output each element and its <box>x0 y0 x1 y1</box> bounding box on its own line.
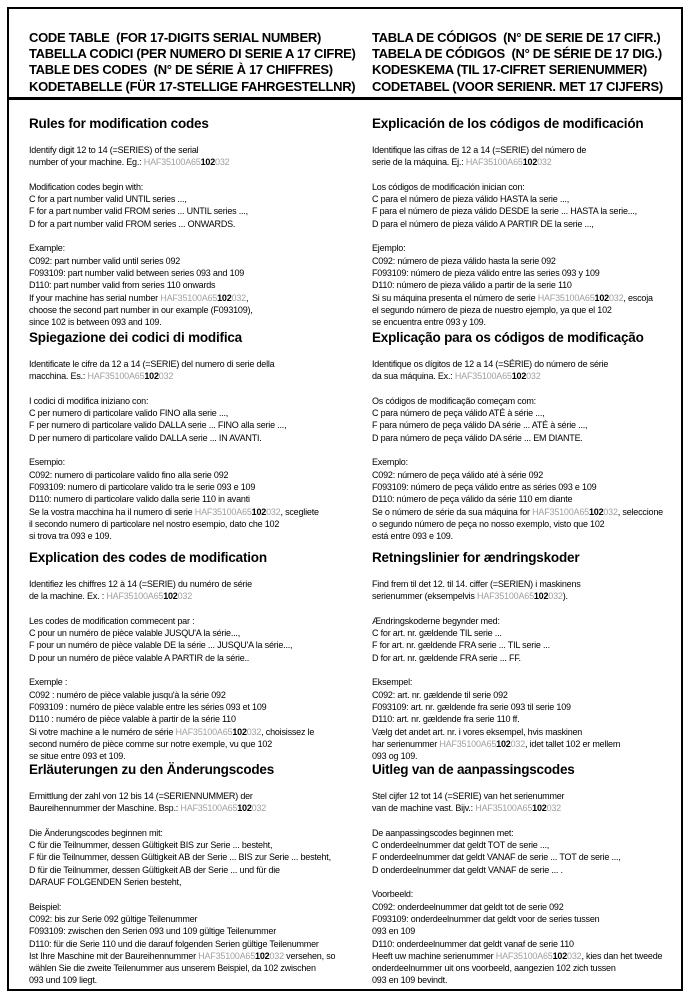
serial-number-suffix: 032 <box>603 506 618 517</box>
section-nederlands <box>372 762 677 999</box>
paragraph <box>29 578 372 603</box>
section-english <box>29 116 372 330</box>
serial-number-suffix: 032 <box>266 506 281 517</box>
text-line <box>29 370 372 382</box>
text-segment: , scegliete <box>280 506 319 517</box>
paragraph <box>29 144 372 169</box>
text-line <box>372 506 677 518</box>
serial-number-prefix: HAF35100A65 <box>477 591 534 602</box>
text-line: D für die Teilnummer, dessen Gültigkeit AB der Serie ... und für die <box>29 864 280 875</box>
text-segment: Si votre machine a le numéro de série <box>29 726 176 737</box>
serial-number-suffix: 032 <box>526 371 541 382</box>
text-line: Identifiez les chiffres 12 à 14 (=SERIE) du numéro de série <box>29 579 252 589</box>
paragraph <box>372 181 677 230</box>
paragraph <box>29 790 372 815</box>
text-line: il secondo numero di particolare nel nostro esempio, dato che 102 <box>29 518 280 529</box>
text-line: 093 und 109 liegt. <box>29 975 97 986</box>
section-espanol <box>372 116 677 330</box>
section-deutsch <box>29 762 372 999</box>
text-line: se situe entre 093 et 109. <box>29 751 126 762</box>
paragraph <box>372 144 677 169</box>
serial-series-digits: 102 <box>200 157 216 168</box>
header-title-it: TABELLA CODICI (PER NUMERO DI SERIE A 17 CIFRE) <box>29 46 356 62</box>
text-segment: Baureihennummer der Maschine. Bsp.: <box>29 803 181 814</box>
serial-number-suffix: 032 <box>158 371 174 382</box>
serial-number-suffix: 032 <box>251 803 267 814</box>
serial-number-prefix: HAF35100A65 <box>198 950 256 961</box>
serial-number-prefix: HAF35100A65 <box>454 371 512 382</box>
text-line: si trova tra 093 e 109. <box>29 531 112 542</box>
text-line <box>372 950 677 962</box>
text-line: F para número de peça válido DA série ... ATÉ à série ..., <box>372 420 588 431</box>
serial-series-digits: 102 <box>533 591 549 602</box>
serial-series-digits: 102 <box>552 950 568 961</box>
serial-series-digits: 102 <box>522 157 538 168</box>
serial-series-digits: 102 <box>232 726 247 737</box>
content-columns <box>9 100 681 999</box>
serial-number-suffix: 032 <box>546 803 561 814</box>
text-line: Los códigos de modificación inician con: <box>372 181 525 192</box>
paragraph <box>372 395 677 444</box>
text-line: C para número de peça válido ATÉ à série ..., <box>372 408 545 419</box>
section-title-portugues: Explicação para os códigos de modificação <box>372 330 644 345</box>
serial-number-suffix: 032 <box>548 591 563 602</box>
text-line: D110 : numéro de pièce valable à partir de la série 110 <box>29 714 236 725</box>
paragraph <box>372 578 677 603</box>
text-segment: serie de la máquina. Ej.: <box>372 157 466 168</box>
header-title-fr: TABLE DES CODES (N° DE SÉRIE À 17 CHIFFRES) <box>29 62 333 78</box>
text-line: F for art. nr. gældende FRA serie ... TIL serie ... <box>372 640 550 651</box>
text-line: Find frem til det 12. til 14. ciffer (=SERIEN) i maskinens <box>372 579 581 589</box>
serial-number-prefix: HAF35100A65 <box>160 292 218 303</box>
text-line: F pour un numéro de pièce valable DE la série ... JUSQU'A la série..., <box>29 640 293 651</box>
header-title-en: CODE TABLE (FOR 17-DIGITS SERIAL NUMBER) <box>29 30 322 45</box>
serial-number-suffix: 032 <box>177 591 193 602</box>
text-line <box>29 726 372 738</box>
text-line: F for a part number valid FROM series ... UNTIL series ..., <box>29 206 248 217</box>
serial-series-digits: 102 <box>163 591 178 602</box>
text-line: D110: art. nr. gældende fra serie 110 ff. <box>372 714 520 725</box>
paragraph <box>372 790 677 815</box>
serial-number-prefix: HAF35100A65 <box>143 157 201 168</box>
text-line: Stel cijfer 12 tot 14 (=SERIE) van het serienummer <box>372 791 565 801</box>
text-line: C per numero di particolare valido FINO alla serie ..., <box>29 408 229 419</box>
text-line: D para número de peça válido DA série ... EM DIANTE. <box>372 432 583 443</box>
text-segment: har serienummer <box>372 738 440 749</box>
text-segment: , <box>245 292 249 303</box>
section-italiano <box>29 330 372 550</box>
section-title-deutsch: Erläuterungen zu den Änderungscodes <box>29 762 275 777</box>
header-title-es: TABLA DE CÓDIGOS (N° DE SERIE DE 17 CIFR.) <box>372 30 661 45</box>
text-line: Eksempel: <box>372 677 413 688</box>
text-line: F para el número de pieza válido DESDE la serie ... HASTA la serie..., <box>372 206 637 217</box>
text-line: C für die Teilnummer, dessen Gültigkeit BIS zur Serie ... besteht, <box>29 840 273 851</box>
text-line: DARAUF FOLGENDEN Serien besteht, <box>29 877 182 888</box>
text-line: Identificate le cifre da 12 a 14 (=SERIE) del numero di serie della <box>29 359 275 369</box>
paragraph <box>29 615 372 664</box>
serial-series-digits: 102 <box>217 292 232 303</box>
text-segment: Heeft uw machine serienummer <box>372 950 496 961</box>
text-line: D para el número de pieza válido A PARTIR DE la serie ..., <box>372 218 594 229</box>
text-line: Die Änderungscodes beginnen mit: <box>29 827 163 838</box>
text-segment: de la machine. Ex. : <box>29 591 107 602</box>
serial-number-suffix: 032 <box>246 726 262 737</box>
text-line: De aanpassingscodes beginnen met: <box>372 827 514 838</box>
serial-number-prefix: HAF35100A65 <box>537 292 595 303</box>
text-line: D for art. nr. gældende FRA serie ... FF. <box>372 652 521 663</box>
serial-series-digits: 102 <box>251 506 267 517</box>
paragraph <box>372 888 677 986</box>
section-title-francais: Explication des codes de modification <box>29 550 267 565</box>
text-line <box>29 590 372 602</box>
text-line: D per numero di particolare valido DALLA serie ... IN AVANTI. <box>29 432 262 443</box>
text-segment: If your machine has serial number <box>29 292 161 303</box>
text-segment: Se o número de série da sua máquina for <box>372 506 533 517</box>
serial-number-suffix: 032 <box>537 157 552 168</box>
text-line: F onderdeelnummer dat geldt VANAF de serie ... TOT de serie ..., <box>372 852 621 863</box>
text-line: Exemple : <box>29 677 68 688</box>
section-francais <box>29 550 372 762</box>
text-line: Identify digit 12 to 14 (=SERIES) of the serial <box>29 145 199 155</box>
serial-number-prefix: HAF35100A65 <box>194 506 252 517</box>
text-line: F093109: número de pieza válido entre las series 093 y 109 <box>372 267 600 278</box>
text-line <box>372 156 677 168</box>
serial-series-digits: 102 <box>588 506 604 517</box>
paragraph <box>372 358 677 383</box>
text-line: onderdeelnummer uit ons voorbeeld, aangezien 102 zich tussen <box>372 963 616 974</box>
text-line: D110: número de pieza válido a partir de la serie 110 <box>372 280 572 291</box>
text-line: F093109: número de peça válido entre as séries 093 e 109 <box>372 481 597 492</box>
serial-number-suffix: 032 <box>608 292 624 303</box>
header-title-pt: TABELA DE CÓDIGOS (N° DE SÉRIE DE 17 DIG.) <box>372 46 662 62</box>
text-segment: serienummer (eksempelvis <box>372 591 478 602</box>
text-line: el segundo número de pieza de nuestro ejemplo, ya que el 102 <box>372 304 612 315</box>
text-line: 093 en 109 <box>372 926 416 937</box>
serial-number-suffix: 032 <box>269 950 284 961</box>
header-title-nl: CODETABEL (VOOR SERIENR. MET 17 CIJFERS) <box>372 78 663 94</box>
serial-number-suffix: 032 <box>215 157 230 168</box>
serial-number-prefix: HAF35100A65 <box>180 803 238 814</box>
text-line <box>29 156 372 168</box>
paragraph <box>372 676 677 762</box>
text-line: Voorbeeld: <box>372 889 414 900</box>
text-segment: , choisissez le <box>261 726 315 737</box>
text-line: C for art. nr. gældende TIL serie ... <box>372 628 502 639</box>
text-line: F093109: onderdeelnummer dat geldt voor de series tussen <box>372 913 600 924</box>
text-line <box>372 292 677 304</box>
text-segment: Si su máquina presenta el número de serie <box>372 292 538 303</box>
text-segment: versehen, so <box>283 950 336 961</box>
text-line: C para el número de pieza válido HASTA la serie ..., <box>372 194 570 205</box>
text-line: F093109: part number valid between series 093 and 109 <box>29 267 245 278</box>
text-line: Identifique os dígitos de 12 a 14 (=SÉRIE) do número de série <box>372 359 609 369</box>
text-line: Ændringskoderne begynder med: <box>372 615 500 626</box>
paragraph <box>372 456 677 542</box>
section-title-nederlands: Uitleg van de aanpassingscodes <box>372 762 575 777</box>
text-line: C092: bis zur Serie 092 gültige Teilenummer <box>29 913 198 924</box>
text-line: 093 og 109. <box>372 751 418 762</box>
text-segment: macchina. Es.: <box>29 371 88 382</box>
text-line: choose the second part number in our example (F093109), <box>29 304 253 315</box>
text-line: C for a part number valid UNTIL series ..., <box>29 194 187 205</box>
text-line <box>372 370 677 382</box>
text-line: C pour un numéro de pièce valable JUSQU'A la série..., <box>29 628 241 639</box>
text-line: D pour un numéro de pièce valable A PARTIR de la série.. <box>29 652 250 663</box>
paragraph <box>29 901 372 987</box>
serial-number-prefix: HAF35100A65 <box>87 371 145 382</box>
text-line: Les codes de modification commecent par : <box>29 615 195 626</box>
text-line: Esempio: <box>29 457 65 468</box>
serial-number-prefix: HAF35100A65 <box>475 803 533 814</box>
text-line: D110: onderdeelnummer dat geldt vanaf de serie 110 <box>372 938 574 949</box>
serial-series-digits: 102 <box>144 371 159 382</box>
serial-number-suffix: 032 <box>510 738 526 749</box>
header-title-da: KODESKEMA (TIL 17-CIFRET SERIENUMMER) <box>372 62 647 78</box>
text-line: Example: <box>29 243 65 254</box>
paragraph <box>372 242 677 328</box>
text-line: Ermittlung der zahl von 12 bis 14 (=SERIENNUMMER) der <box>29 791 253 801</box>
text-line: D110: numero di particolare valido dalla serie 110 in avanti <box>29 494 250 505</box>
text-segment: van de machine vast. Bijv.: <box>372 803 476 814</box>
section-title-espanol: Explicación de los códigos de modificación <box>372 116 644 131</box>
text-line: D onderdeelnummer dat geldt VANAF de serie ... . <box>372 864 563 875</box>
serial-number-prefix: HAF35100A65 <box>175 726 233 737</box>
text-line: C092 : numéro de pièce valable jusqu'à la série 092 <box>29 689 226 700</box>
paragraph <box>29 676 372 762</box>
paragraph <box>29 181 372 230</box>
serial-number-prefix: HAF35100A65 <box>465 157 523 168</box>
paragraph <box>29 242 372 328</box>
serial-number-prefix: HAF35100A65 <box>532 506 589 517</box>
text-line: está entre 093 e 109. <box>372 531 453 542</box>
serial-number-suffix: 032 <box>231 292 246 303</box>
section-portugues <box>372 330 677 550</box>
text-line: F093109: zwischen den Serien 093 und 109 gültige Teilenummer <box>29 926 277 937</box>
text-line: C onderdeelnummer dat geldt TOT de serie ..., <box>372 840 550 851</box>
text-segment: da sua máquina. Ex.: <box>372 371 455 382</box>
text-line: F093109 : numéro de pièce valable entre les séries 093 et 109 <box>29 701 267 712</box>
section-title-italiano: Spiegazione dei codici di modifica <box>29 330 242 345</box>
text-line: F für die Teilnummer, dessen Gültigkeit AB der Serie ... BIS zur Serie ... besteht, <box>29 852 331 863</box>
text-line <box>372 590 677 602</box>
serial-series-digits: 102 <box>511 371 527 382</box>
text-segment: Se la vostra macchina ha il numero di serie <box>29 506 195 517</box>
text-line: D110: part number valid from series 110 onwards <box>29 280 216 291</box>
document-page <box>7 7 683 991</box>
text-segment: ). <box>562 591 568 602</box>
paragraph <box>372 615 677 664</box>
text-line <box>372 738 677 750</box>
text-line: Os códigos de modificação começam com: <box>372 395 536 406</box>
text-line: 093 en 109 bevindt. <box>372 975 448 986</box>
text-line <box>29 506 372 518</box>
text-line: C092: onderdeelnummer dat geldt tot de serie 092 <box>372 901 564 912</box>
section-title-english: Rules for modification codes <box>29 116 209 131</box>
header-titles-right <box>372 30 663 97</box>
serial-series-digits: 102 <box>532 803 547 814</box>
serial-series-digits: 102 <box>255 950 270 961</box>
serial-number-prefix: HAF35100A65 <box>106 591 164 602</box>
text-segment: , kies dan het tweede <box>581 950 663 961</box>
header-title-de: KODETABELLE (FÜR 17-STELLIGE FAHRGESTELLNR) <box>29 78 356 94</box>
text-line: F per numero di particolare valido DALLA serie ... FINO alla serie ..., <box>29 420 287 431</box>
text-line: wählen Sie die zweite Teilenummer aus unserem Beispiel, da 102 zwischen <box>29 963 316 974</box>
text-segment: , idet tallet 102 er mellem <box>525 738 621 749</box>
text-line: se encuentra entre 093 y 109. <box>372 317 486 328</box>
text-line: since 102 is between 093 and 109. <box>29 317 162 328</box>
section-dansk <box>372 550 677 762</box>
serial-number-suffix: 032 <box>567 950 582 961</box>
text-line: Identifique las cifras de 12 a 14 (=SERIE) del número de <box>372 145 587 155</box>
text-segment: , escoja <box>623 292 653 303</box>
serial-number-prefix: HAF35100A65 <box>439 738 497 749</box>
text-line: o segundo número de peça no nosso exemplo, visto que 102 <box>372 518 605 529</box>
text-line <box>29 292 372 304</box>
text-segment: Ist Ihre Maschine mit der Baureihennummer <box>29 950 199 961</box>
text-line: Beispiel: <box>29 901 62 912</box>
text-segment: number of your machine. Eg.: <box>29 157 144 168</box>
section-title-dansk: Retningslinier for ændringskoder <box>372 550 580 565</box>
text-line: I codici di modifica iniziano con: <box>29 395 149 406</box>
text-line <box>29 802 372 814</box>
text-line: D for a part number valid FROM series ... ONWARDS. <box>29 218 236 229</box>
text-line: Vælg det andet art. nr. i vores eksempel, hvis maskinen <box>372 726 583 737</box>
text-line: F093109: art. nr. gældende fra serie 093 til serie 109 <box>372 701 571 712</box>
header-titles-left <box>29 30 372 97</box>
text-line: F093109: numero di particolare valido tra le serie 093 e 109 <box>29 481 256 492</box>
text-line <box>29 950 372 962</box>
text-segment: , seleccione <box>617 506 663 517</box>
serial-series-digits: 102 <box>594 292 609 303</box>
text-line: C092: número de peça válido até à série 092 <box>372 469 544 480</box>
text-line: Ejemplo: <box>372 243 406 254</box>
text-line: second numéro de pièce comme sur notre exemple, vu que 102 <box>29 738 273 749</box>
text-line: Modification codes begin with: <box>29 181 144 192</box>
text-line: C092: numero di particolare valido fino alla serie 092 <box>29 469 229 480</box>
serial-number-prefix: HAF35100A65 <box>495 950 553 961</box>
paragraph <box>29 456 372 542</box>
text-line: C092: part number valid until series 092 <box>29 255 181 266</box>
serial-series-digits: 102 <box>496 738 511 749</box>
text-line: D110: für die Serie 110 und die darauf folgenden Serien gültige Teilenummer <box>29 938 319 949</box>
paragraph <box>29 827 372 888</box>
paragraph <box>29 395 372 444</box>
text-line: C092: número de pieza válido hasta la serie 092 <box>372 255 556 266</box>
text-line <box>372 802 677 814</box>
text-line: Exemplo: <box>372 457 408 468</box>
paragraph <box>29 358 372 383</box>
paragraph <box>372 827 677 876</box>
text-line: D110: número de peça válido da série 110 em diante <box>372 494 573 505</box>
text-line: C092: art. nr. gældende til serie 092 <box>372 689 508 700</box>
serial-series-digits: 102 <box>237 803 252 814</box>
header-title-block <box>9 9 681 97</box>
